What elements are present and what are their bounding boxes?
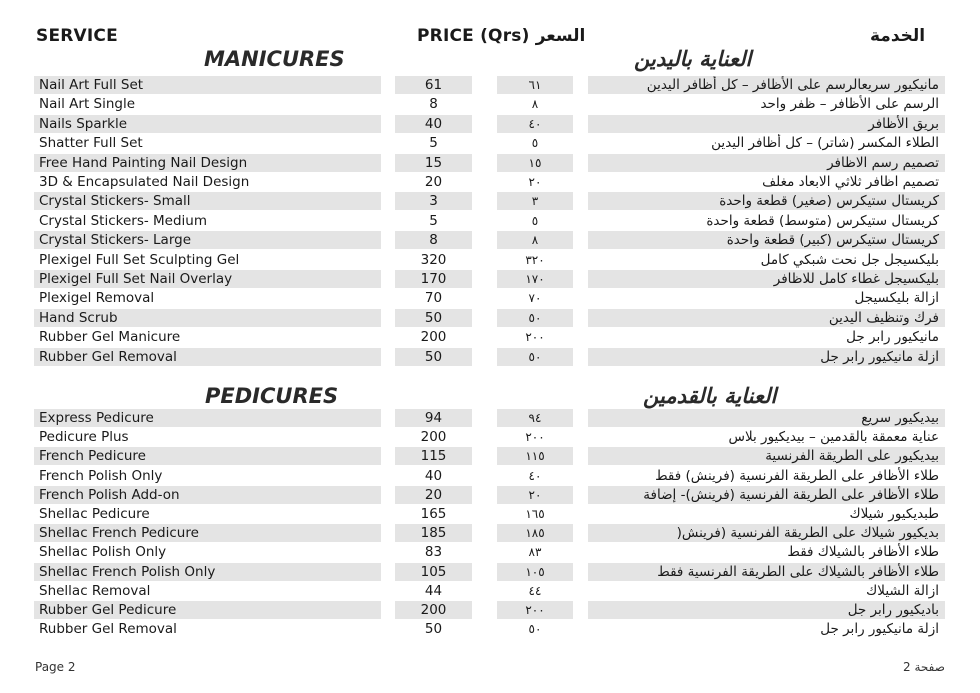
price-value: 185 <box>395 524 472 542</box>
price-value-ar: ٥٠ <box>497 620 573 638</box>
service-name-ar: عناية معمقة بالقدمين – بيديكيور بلاس <box>588 428 945 446</box>
service-name-ar: بليكسيجل جل نحت شبكي كامل <box>588 251 945 269</box>
service-name: 3D & Encapsulated Nail Design <box>34 173 381 191</box>
service-name-ar: كريستال ستيكرس (متوسط) قطعة واحدة <box>588 212 945 230</box>
service-name-ar: ازلة مانيكيور رابر جل <box>588 620 945 638</box>
pedicures-title-ar: العناية بالقدمين <box>643 384 777 408</box>
price-value: 50 <box>395 309 472 327</box>
service-name-ar: بريق الأظافر <box>588 115 945 133</box>
price-value: 5 <box>395 134 472 152</box>
table-row <box>0 563 980 581</box>
price-value-ar: ١٥ <box>497 154 573 172</box>
service-name: Shellac Pedicure <box>34 505 381 523</box>
price-value: 40 <box>395 115 472 133</box>
service-name: Free Hand Painting Nail Design <box>34 154 381 172</box>
service-name-ar: تصميم رسم الاظافر <box>588 154 945 172</box>
table-row <box>0 524 980 542</box>
pedicures-title: PEDICURES <box>205 384 339 408</box>
table-row <box>0 212 980 230</box>
service-name: Shellac French Polish Only <box>34 563 381 581</box>
table-row <box>0 505 980 523</box>
table-row <box>0 467 980 485</box>
price-value: 200 <box>395 428 472 446</box>
price-value: 170 <box>395 270 472 288</box>
service-name-ar: بديكيور شيلاك على الطريقة الفرنسية (فرينش( <box>588 524 945 542</box>
manicures-title: MANICURES <box>204 47 345 71</box>
price-value-ar: ٢٠٠ <box>497 328 573 346</box>
service-name: Pedicure Plus <box>34 428 381 446</box>
page-number-ar: صفحة 2 <box>903 660 945 674</box>
service-name: Crystal Stickers- Large <box>34 231 381 249</box>
table-row <box>0 582 980 600</box>
service-name: Nails Sparkle <box>34 115 381 133</box>
table-row <box>0 192 980 210</box>
table-row <box>0 154 980 172</box>
price-value-ar: ٥٠ <box>497 348 573 366</box>
price-value-ar: ١٦٥ <box>497 505 573 523</box>
table-row <box>0 601 980 619</box>
table-row <box>0 95 980 113</box>
service-name-ar: بيديكيور سريع <box>588 409 945 427</box>
price-value-ar: ٨ <box>497 95 573 113</box>
price-value-ar: ١٠٥ <box>497 563 573 581</box>
table-row <box>0 486 980 504</box>
price-value-ar: ١٧٠ <box>497 270 573 288</box>
table-row <box>0 348 980 366</box>
table-row <box>0 270 980 288</box>
service-name-ar: طلاء الأظافر على الطريقة الفرنسية (فرينش)- إضافة <box>588 486 945 504</box>
service-name-ar: فرك وتنظيف اليدين <box>588 309 945 327</box>
price-value-ar: ٨ <box>497 231 573 249</box>
table-row <box>0 289 980 307</box>
price-value-ar: ٢٠٠ <box>497 428 573 446</box>
service-header: SERVICE <box>36 26 118 46</box>
service-name-ar: مانيكيور رابر جل <box>588 328 945 346</box>
table-row <box>0 447 980 465</box>
price-value-ar: ٥ <box>497 212 573 230</box>
service-name: Rubber Gel Pedicure <box>34 601 381 619</box>
price-value: 3 <box>395 192 472 210</box>
price-value: 165 <box>395 505 472 523</box>
price-value: 94 <box>395 409 472 427</box>
price-value: 200 <box>395 328 472 346</box>
service-name-ar: تصميم اظافر ثلاثي الابعاد مغلف <box>588 173 945 191</box>
price-value: 20 <box>395 173 472 191</box>
table-row <box>0 115 980 133</box>
price-value: 8 <box>395 231 472 249</box>
price-value: 40 <box>395 467 472 485</box>
service-name-ar: طلاء الأظافر على الطريقة الفرنسية (فرينش) فقط <box>588 467 945 485</box>
service-name-ar: كريستال ستيكرس (صغير) قطعة واحدة <box>588 192 945 210</box>
price-value-ar: ٤٠ <box>497 467 573 485</box>
service-name-ar: ازالة بليكسيجل <box>588 289 945 307</box>
price-value: 15 <box>395 154 472 172</box>
price-value: 20 <box>395 486 472 504</box>
table-row <box>0 328 980 346</box>
price-value-ar: ٨٣ <box>497 543 573 561</box>
price-value: 83 <box>395 543 472 561</box>
service-name-ar: طبديكيور شيلاك <box>588 505 945 523</box>
table-row <box>0 543 980 561</box>
table-row <box>0 409 980 427</box>
service-name-ar: بيديكيور على الطريقة الفرنسية <box>588 447 945 465</box>
service-name: Rubber Gel Removal <box>34 348 381 366</box>
price-value-ar: ٣ <box>497 192 573 210</box>
price-value-ar: ٩٤ <box>497 409 573 427</box>
service-name: Crystal Stickers- Small <box>34 192 381 210</box>
price-value-ar: ٧٠ <box>497 289 573 307</box>
price-value-ar: ٣٢٠ <box>497 251 573 269</box>
service-name: Hand Scrub <box>34 309 381 327</box>
table-row <box>0 231 980 249</box>
price-value: 200 <box>395 601 472 619</box>
service-name-ar: ازالة الشيلاك <box>588 582 945 600</box>
price-value: 50 <box>395 620 472 638</box>
service-name: Plexigel Full Set Sculpting Gel <box>34 251 381 269</box>
price-header: PRICE (Qrs) السعر <box>417 26 586 46</box>
service-name: French Polish Only <box>34 467 381 485</box>
table-row <box>0 173 980 191</box>
price-value-ar: ١١٥ <box>497 447 573 465</box>
price-value: 44 <box>395 582 472 600</box>
price-value-ar: ٥ <box>497 134 573 152</box>
price-value-ar: ١٨٥ <box>497 524 573 542</box>
price-value-ar: ٥٠ <box>497 309 573 327</box>
service-name: Shellac Polish Only <box>34 543 381 561</box>
price-value: 70 <box>395 289 472 307</box>
table-row <box>0 309 980 327</box>
service-name: Nail Art Full Set <box>34 76 381 94</box>
service-name-ar: باديكيور رابر جل <box>588 601 945 619</box>
service-name-ar: الطلاء المكسر (شاتر) – كل أظافر اليدين <box>588 134 945 152</box>
price-value-ar: ٢٠ <box>497 486 573 504</box>
price-value: 320 <box>395 251 472 269</box>
price-value-ar: ٤٤ <box>497 582 573 600</box>
table-row <box>0 620 980 638</box>
price-value: 50 <box>395 348 472 366</box>
price-value: 105 <box>395 563 472 581</box>
table-row <box>0 76 980 94</box>
price-value: 115 <box>395 447 472 465</box>
service-name: French Polish Add-on <box>34 486 381 504</box>
service-name-ar: طلاء الأظافر بالشيلاك فقط <box>588 543 945 561</box>
price-value-ar: ٢٠٠ <box>497 601 573 619</box>
price-value-ar: ٦١ <box>497 76 573 94</box>
service-name: Nail Art Single <box>34 95 381 113</box>
service-name: Shellac Removal <box>34 582 381 600</box>
service-name: Express Pedicure <box>34 409 381 427</box>
table-row <box>0 251 980 269</box>
page-number: Page 2 <box>35 660 76 674</box>
service-header-ar: الخدمة <box>870 26 926 46</box>
service-name: Rubber Gel Removal <box>34 620 381 638</box>
service-name-ar: ازلة مانيكيور رابر جل <box>588 348 945 366</box>
service-name-ar: الرسم على الأظافر – ظفر واحد <box>588 95 945 113</box>
table-row <box>0 134 980 152</box>
service-name: French Pedicure <box>34 447 381 465</box>
manicures-title-ar: العناية باليدين <box>634 47 752 71</box>
service-name: Crystal Stickers- Medium <box>34 212 381 230</box>
service-name: Shatter Full Set <box>34 134 381 152</box>
service-name: Rubber Gel Manicure <box>34 328 381 346</box>
price-value: 5 <box>395 212 472 230</box>
price-value: 61 <box>395 76 472 94</box>
service-name: Shellac French Pedicure <box>34 524 381 542</box>
service-name-ar: بليكسيجل غطاء كامل للاظافر <box>588 270 945 288</box>
service-name-ar: كريستال ستيكرس (كبير) قطعة واحدة <box>588 231 945 249</box>
service-name-ar: طلاء الأظافر بالشيلاك على الطريقة الفرنسية فقط <box>588 563 945 581</box>
price-value-ar: ٢٠ <box>497 173 573 191</box>
price-value: 8 <box>395 95 472 113</box>
price-value-ar: ٤٠ <box>497 115 573 133</box>
service-name: Plexigel Removal <box>34 289 381 307</box>
service-name: Plexigel Full Set Nail Overlay <box>34 270 381 288</box>
service-name-ar: مانيكيور سريعالرسم على الأظافر – كل أظافر اليدين <box>588 76 945 94</box>
table-row <box>0 428 980 446</box>
